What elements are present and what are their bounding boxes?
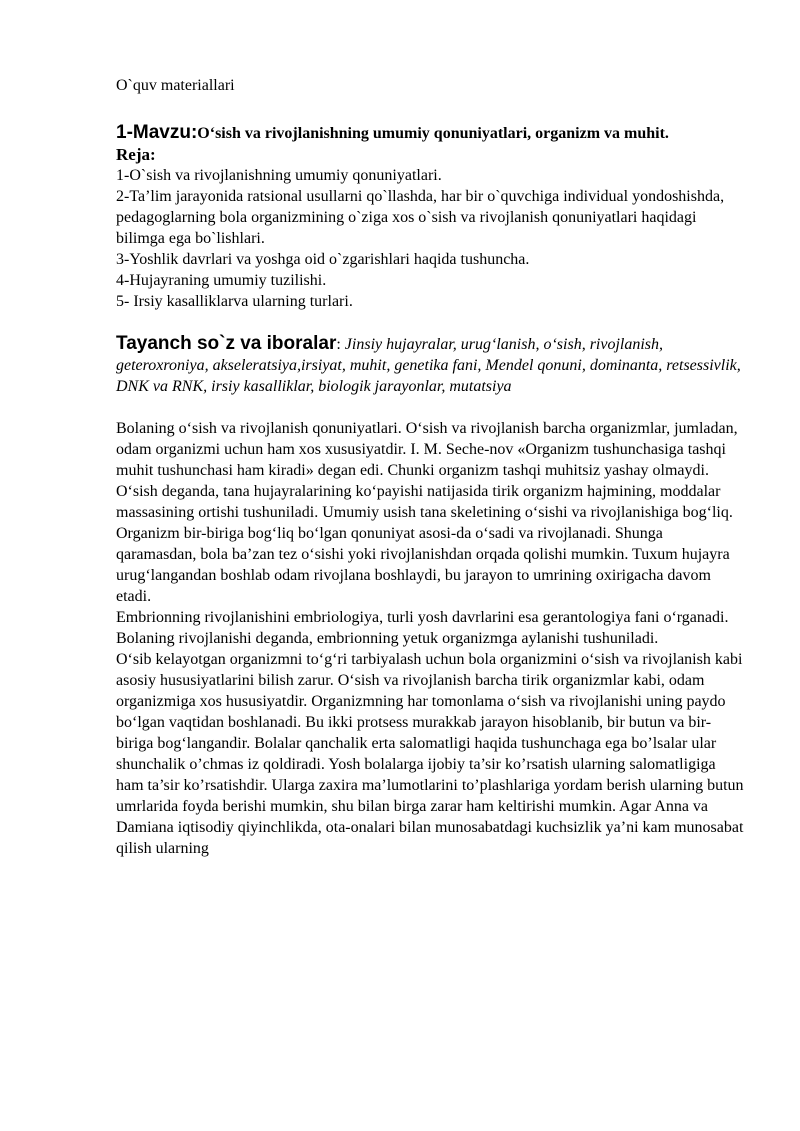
body-paragraph: O‘sish deganda, tana hujayralarining ko‘payishi natijasida tirik organizm hajmining, moddalar massasining ortishi tushuniladi. Umumiy usish tana skeletining o‘sishi va rivojlanishiga bog‘liq.: [116, 483, 733, 521]
document-header: O`quv materiallari: [116, 77, 235, 94]
body-paragraph: Bolaning o‘sish va rivojlanish qonuniyatlari. O‘sish va rivojlanish barcha organizmlar, jumladan, odam organizmi uchun ham xos xususiyatdir. I. M. Seche-nov «Organizm tushunchasiga tashqi muhit tushunchasi ham kiradi» degan edi. Chunki organizm tashqi muhitsiz yashay olmaydi.: [116, 420, 738, 479]
topic-label: 1-Mavzu: [116, 122, 191, 143]
topic-title-text: O‘sish va rivojlanishning umumiy qonuniyatlari, organizm va muhit.: [197, 125, 669, 142]
document-page: [116, 76, 746, 859]
keywords-colon: :: [336, 336, 345, 353]
body-paragraph: Organizm bir-biriga bog‘liq bo‘lgan qonuniyat asosi-da o‘sadi va rivojlanadi. Shunga qaramasdan, bola ba’zan tez o‘sishi yoki rivojlanishdan orqada qolishi mumkin. Tuxum hujayra urug‘langandan boshlab odam rivojlana boshlaydi, bu jarayon to umrining oxirigacha davom etadi.: [116, 525, 730, 605]
plan-item: 2-Ta’lim jarayonida ratsional usullarni qo`llashda, har bir o`quvchiga individual yondoshishda, pedagoglarning bola organizmining o`ziga xos o`sish va rivojlanish qonuniyatlari haqidagi bilimga ega bo`lishlari.: [116, 188, 725, 247]
body-paragraph: O‘sib kelayotgan organizmni to‘g‘ri tarbiyalash uchun bola organizmini o‘sish va rivojlanish kabi asosiy hususiyatlarini bilish zarur. O‘sish va rivojlanish barcha tirik organizmlar kabi, odam organizmiga xos hususiyatdir. Organizmning har tomonlama o‘sish va rivojlanishi uning paydo bo‘lgan vaqtidan boshlanadi. Bu ikki protsess murakkab jarayon hisoblanib, bir butun va bir-biriga bog‘langandir. Bolalar qanchalik erta salomatligi haqida tushunchaga ega bo’lsalar ular shunchalik o’chmas iz qoldiradi. Yosh bolalarga ijobiy ta’sir ko’rsatish ularning salomatligiga ham ta’sir ko’rsatishdir. Ularga zaxira ma’lumotlarini to’plashlariga yordam berish ularning butun umrlarida foyda berishi mumkin, shu bilan birga zarar ham keltirishi mumkin. Agar Anna va Damiana iqtisodiy qiyinchlikda, ota-onalari bilan munosabatdagi kuchsizlik ya’ni kam munosabat qilish ularning: [116, 651, 744, 857]
topic-colon: :: [190, 122, 198, 143]
plan-item: 4-Hujayraning umumiy tuzilishi.: [116, 272, 327, 289]
keywords-section: [116, 333, 746, 397]
body-paragraph: Embrionning rivojlanishini embriologiya, turli yosh davrlarini esa gerantologiya fani o‘rganadi. Bolaning rivojlanishi deganda, embrionning yetuk organizmga aylanishi tushuniladi.: [116, 609, 729, 647]
topic-title: [116, 122, 746, 144]
body-text: [116, 418, 746, 859]
keywords-list: Jinsiy hujayralar, urug‘lanish, o‘sish, rivojlanish, geteroxroniya, akseleratsiya,irsiyat, muhit, genetika fani, Mendel qonuni, dominanta, retsessivlik, DNK va RNK, irsiy kasalliklar, biologik jarayonlar, mutatsiya: [116, 336, 741, 395]
keywords-label: Tayanch so`z va iboralar: [116, 333, 337, 354]
plan-item: 1-O`sish va rivojlanishning umumiy qonuniyatlari.: [116, 167, 442, 184]
plan-item: 5- Irsiy kasalliklarva ularning turlari.: [116, 293, 353, 310]
plan-item: 3-Yoshlik davrlari va yoshga oid o`zgarishlari haqida tushuncha.: [116, 251, 530, 268]
plan-heading: Reja:: [116, 145, 156, 164]
plan-list: [116, 165, 746, 312]
